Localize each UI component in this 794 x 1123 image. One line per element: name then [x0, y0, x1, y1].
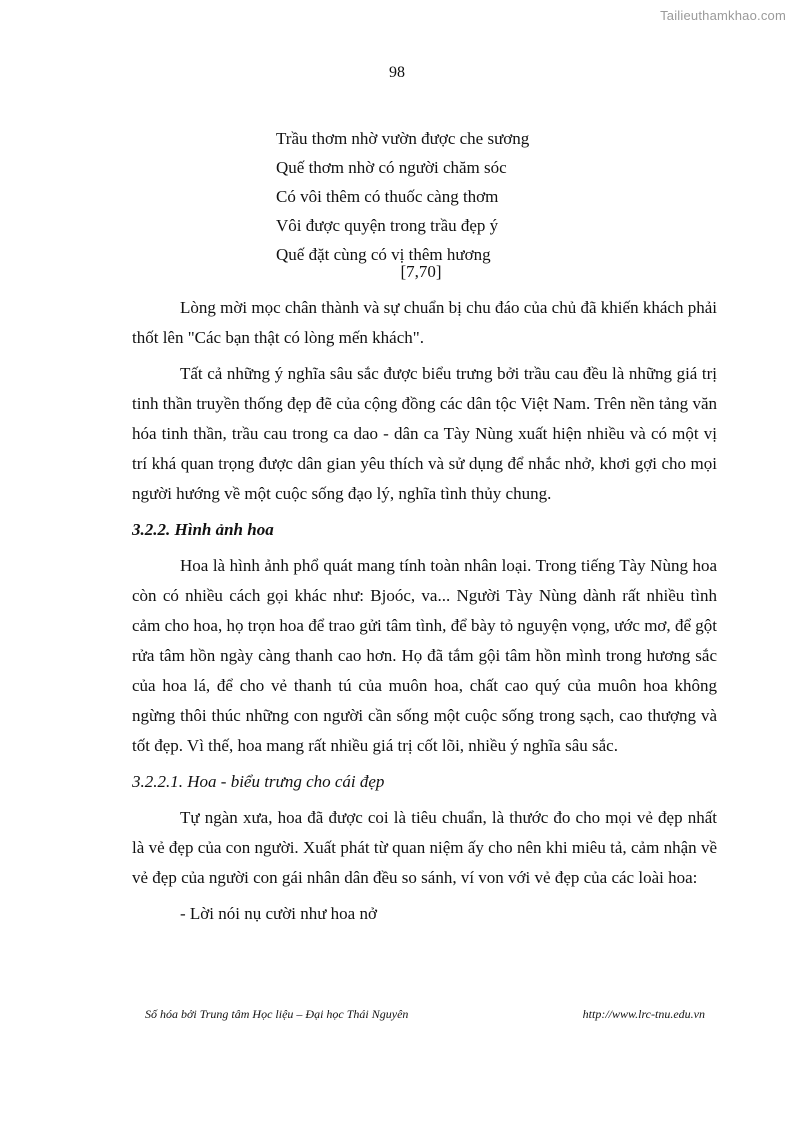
poem	[276, 124, 576, 269]
footer-link[interactable]: http://www.lrc-tnu.edu.vn	[582, 1007, 705, 1021]
footer	[145, 1007, 705, 1022]
watermark: Tailieuthamkhao.com	[660, 8, 786, 23]
poem-line: Quế đặt cùng có vị thêm hương	[276, 245, 491, 264]
page-number: 98	[389, 64, 405, 81]
paragraph: Tất cả những ý nghĩa sâu sắc được biểu trưng bởi trầu cau đều là những giá trị tinh thần truyền thống đẹp đẽ của cộng đồng các dân tộc Việt Nam. Trên nền tảng văn hóa tinh thần, trầu cau trong ca dao - dân ca Tày Nùng xuất hiện nhiều và có một vị trí khá quan trọng được dân gian yêu thích và sử dụng để nhắc nhở, khơi gợi cho mọi người hướng về một cuộc sống đạo lý, nghĩa tình thủy chung.	[132, 364, 717, 503]
paragraph: Lòng mời mọc chân thành và sự chuẩn bị chu đáo của chủ đã khiến khách phải thốt lên "Các bạn thật có lòng mến khách".	[132, 298, 717, 347]
poem-line: Vôi được quyện trong trầu đẹp ý	[276, 216, 499, 235]
poem-line: Có vôi thêm có thuốc càng thơm	[276, 187, 499, 206]
subsection-heading: 3.2.2.1. Hoa - biểu trưng cho cái đẹp	[132, 772, 385, 791]
bullet-line: - Lời nói nụ cười như hoa nở	[180, 904, 377, 923]
body-text	[132, 293, 717, 929]
poem-line: Quế thơm nhờ có người chăm sóc	[276, 158, 507, 177]
poem-citation: [7,70]	[400, 262, 442, 281]
poem-line: Trầu thơm nhờ vườn được che sương	[276, 129, 530, 148]
footer-left: Số hóa bởi Trung tâm Học liệu – Đại học Thái Nguyên	[145, 1007, 409, 1021]
paragraph: Hoa là hình ảnh phổ quát mang tính toàn nhân loại. Trong tiếng Tày Nùng hoa còn có nhiều cách gọi khác như: Bjoóc, va... Người Tày Nùng dành rất nhiều tình cảm cho hoa, họ trọn hoa để trao gửi tâm tình, để bày tỏ nguyện vọng, ước mơ, để gột rửa tâm hồn ngày càng thanh cao hơn. Họ đã tắm gội tâm hồn mình trong hương sắc của hoa lá, để cho vẻ thanh tú của muôn hoa, chất cao quý của muôn hoa không ngừng thôi thúc những con người cần sống một cuộc sống trong sạch, cao thượng và tốt đẹp. Vì thế, hoa mang rất nhiều giá trị cốt lõi, nhiều ý nghĩa sâu sắc.	[132, 556, 717, 755]
section-heading: 3.2.2. Hình ảnh hoa	[132, 520, 274, 539]
paragraph: Tự ngàn xưa, hoa đã được coi là tiêu chuẩn, là thước đo cho mọi vẻ đẹp nhất là vẻ đẹp của con người. Xuất phát từ quan niệm ấy cho nên khi miêu tả, cảm nhận về vẻ đẹp của người con gái nhân dân đều so sánh, ví von với vẻ đẹp của các loài hoa:	[132, 808, 717, 887]
